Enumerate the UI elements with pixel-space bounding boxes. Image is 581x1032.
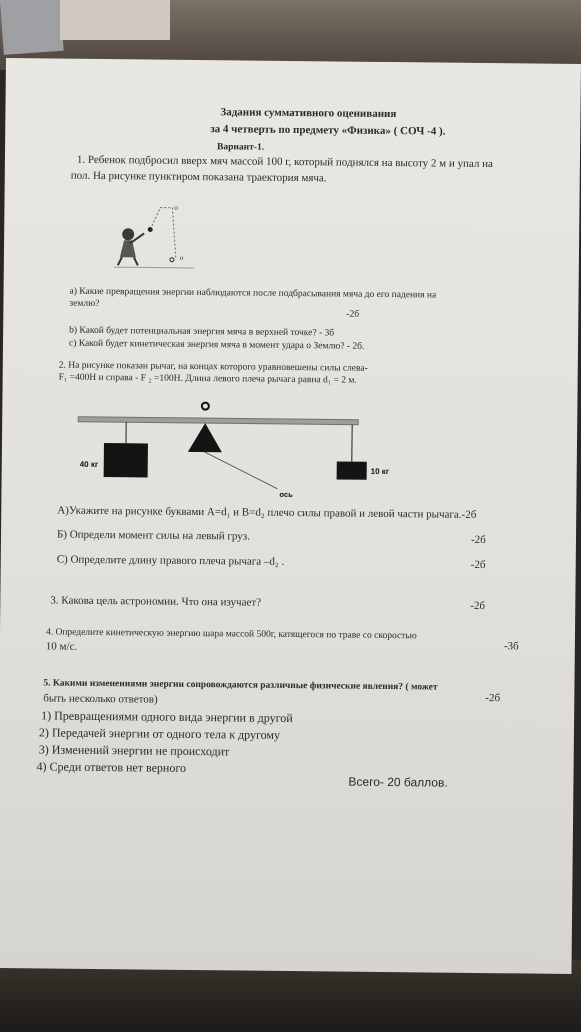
worksheet-page [0, 58, 581, 974]
right-weight-label: 10 кг [370, 466, 390, 477]
total-score: Всего- 20 баллов. [348, 774, 448, 790]
trajectory-dashed-line [150, 208, 177, 260]
q1a-score: -2б [346, 309, 360, 320]
q4-score: -3б [503, 640, 519, 653]
q2a-text: А)Укажите на рисунке буквами A=d₁ и B=d₂ плечо силы правой и левой части рычага.-2б [57, 504, 477, 521]
q5-text-line1: 5. Какими изменениями энергии сопровождаются различные физические явления? ( может [43, 678, 438, 693]
background-paper-scrap [60, 0, 170, 40]
variant-label: Вариант-1. [217, 142, 265, 153]
header-subtitle: за 4 четверть по предмету «Физика» ( СОЧ -4 ). [210, 123, 446, 138]
q1b-text: b) Какой будет потенциальная энергия мяча в верхней точке? - 3б [69, 325, 335, 339]
axis-label: ось [279, 489, 293, 500]
q1-text-line2: пол. На рисунке пунктиром показана траектория мяча. [70, 169, 327, 185]
q3-text: 3. Какова цель астрономии. Что она изучает? [50, 594, 262, 609]
q1c-text: c) Какой будет кинетическая энергия мяча в момент удара о Землю? - 2б. [68, 338, 365, 352]
q1-text-line1: 1. Ребенок подбросил вверх мяч массой 100 г, который поднялся на высоту 2 м и упал на [76, 153, 493, 171]
bottom-point-label: о [179, 253, 184, 262]
q5-option-2: 2) Передачей энергии от одного тела к другому [38, 725, 281, 742]
child-figure-icon [118, 228, 144, 265]
pivot-point-icon [202, 403, 209, 410]
lever-figure [67, 399, 408, 503]
ball-start-icon [148, 227, 153, 232]
right-weight-block [337, 461, 367, 479]
q1a-line2: землю? [69, 298, 100, 309]
top-point-label: о [174, 203, 178, 212]
header-title: Задания суммативного оценивания [220, 106, 397, 121]
ball-trajectory-figure [114, 199, 205, 270]
q2b-score: -2б [470, 533, 486, 547]
axis-pointer-line [205, 452, 278, 489]
ball-end-icon [170, 258, 174, 262]
q4-text-line1: 4. Определите кинетическую энергию шара массой 500г, катящегося по траве со скоростью [45, 627, 417, 642]
q3-score: -2б [470, 599, 486, 613]
fulcrum-triangle [188, 423, 222, 452]
q2c-text: С) Определите длину правого плеча рычага –d₂ . [56, 553, 285, 568]
left-weight-block [104, 443, 148, 477]
q5-option-4: 4) Среди ответов нет верного [36, 759, 187, 775]
q5-text-line2: быть несколько ответов) [43, 692, 158, 706]
q5-option-1: 1) Превращениями одного вида энергии в другой [41, 708, 293, 726]
q5-option-3: 3) Изменений энергии не происходит [38, 742, 230, 759]
background-card [0, 0, 64, 55]
q5-score: -2б [485, 692, 501, 705]
q1a-line1: а) Какие превращения энергии наблюдаются после подбрасывания мяча до его падения на [69, 286, 437, 301]
q2b-text: Б) Определи момент силы на левый груз. [56, 528, 250, 543]
q2-text-line2: F₁ =400Н и справа - F ₂ =100Н. Длина левого плеча рычага равна d₁ = 2 м. [58, 372, 357, 386]
lever-beam [78, 417, 358, 425]
q2c-score: -2б [470, 558, 486, 572]
q4-text-line2: 10 м/с. [45, 640, 78, 653]
q2-text-line1: 2. На рисунке показан рычаг, на концах которого уравновешены силы слева- [58, 360, 368, 374]
left-weight-label: 40 кг [79, 459, 99, 469]
